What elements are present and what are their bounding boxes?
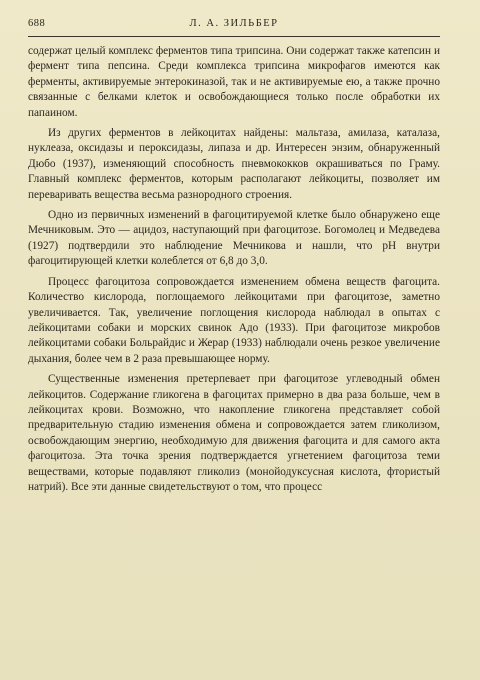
paragraph: содержат целый комплекс ферментов типа трипсина. Они содержат также катепсин и фермент типа пепсина. Среди комплекса трипсина микрофагов имеются как ферменты, активируемые энтерокиназой, так и не активируемые ею, а также прочно связанные с белками клеток и освобождающиеся только после обработки их папаином. <box>28 45 440 119</box>
page-number: 688 <box>28 18 46 29</box>
page-header <box>28 18 440 34</box>
paragraph: Из других ферментов в лейкоцитах найдены: мальтаза, амилаза, каталаза, нуклеаза, оксидазы и пероксидазы, липаза и др. Интересен энзим, обнаруженный Дюбо (1937), изменяющий способность пневмококков окрашиваться по Граму. Главный комплекс ферментов, которым располагают лейкоциты, позволяет им переваривать вещества весьма разнородного строения. <box>28 127 440 201</box>
running-title: Л. А. ЗИЛЬБЕР <box>189 18 279 29</box>
header-rule <box>28 36 440 37</box>
paragraph: Одно из первичных изменений в фагоцитируемой клетке было обнаружено еще Мечниковым. Это — ацидоз, наступающий при фагоцитозе. Богомолец и Медведева (1927) подтвердили это наблюдение Мечникова и нашли, что pH внутри фагоцитирующей клетки колеблется от 6,8 до 3,0. <box>28 209 440 268</box>
body-text <box>28 44 440 495</box>
paragraph: Существенные изменения претерпевает при фагоцитозе углеводный обмен лейкоцитов. Содержание гликогена в фагоцитах примерно в два раза больше, чем в лейкоцитах крови. Возможно, что накопление гликогена представляет собой предварительную стадию изменения обмена и сопровождается затем гликолизом, освобождающим энергию, необходимую для движения фагоцита и для самого акта фагоцитоза. Эта точка зрения подтверждается угнетением фагоцитоза теми веществами, которые подавляют гликолиз (монойодуксусная кислота, фтористый натрий). Все эти данные свидетельствуют о том, что процесс <box>28 373 440 493</box>
paragraph: Процесс фагоцитоза сопровождается изменением обмена веществ фагоцита. Количество кислорода, поглощаемого лейкоцитами при фагоцитозе, заметно увеличивается. Так, увеличение поглощения кислорода наблюдал в опытах с лейкоцитами собаки и морских свинок Адо (1933). При фагоцитозе микробов лейкоцитами собаки Больрайдис и Жерар (1933) наблюдали очень резкое увеличение дыхания, более чем в 2 раза превышающее норму. <box>28 275 440 365</box>
